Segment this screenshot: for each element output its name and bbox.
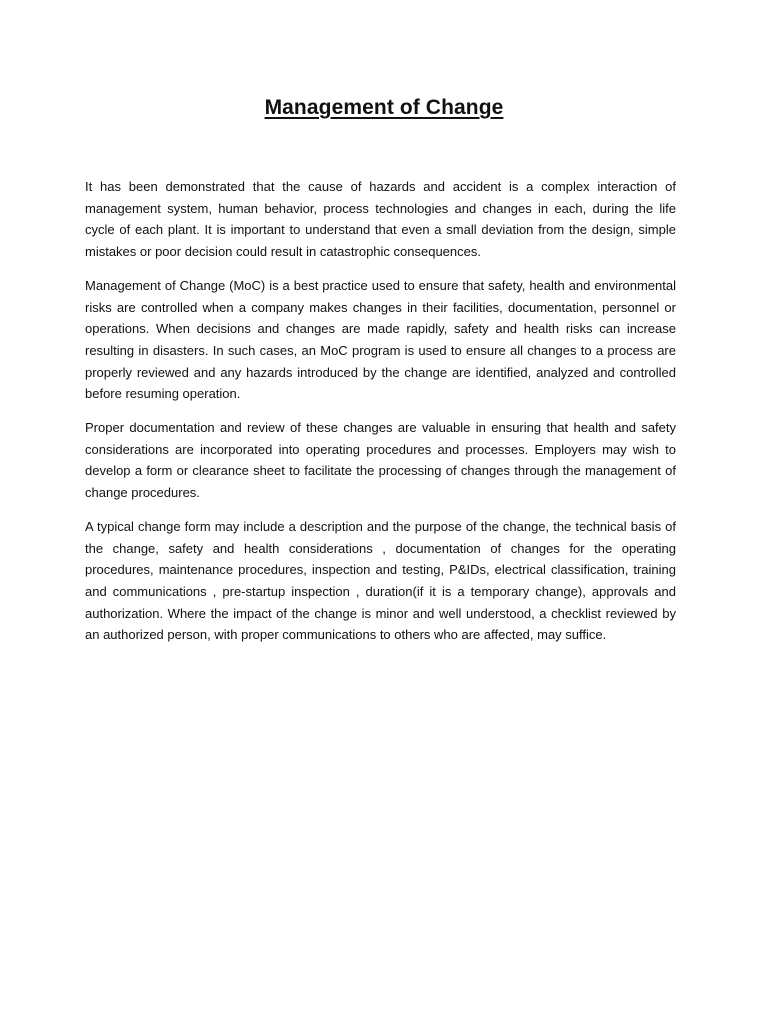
paragraph-3: Proper documentation and review of these changes are valuable in ensuring that health and safety considerations are incorporated into operating procedures and processes. Employers may wish to develop a form or clearance sheet to facilitate the processing of changes through the management of change procedures. — [85, 420, 676, 501]
paragraph-2: Management of Change (MoC) is a best practice used to ensure that safety, health and environmental risks are controlled when a company makes changes in their facilities, documentation, personnel or operations. When decisions and changes are made rapidly, safety and health risks can increase resulting in disasters. In such cases, an MoC program is used to ensure all changes to a process are properly reviewed and any hazards introduced by the change are identified, analyzed and controlled before resuming operation. — [85, 277, 676, 402]
paragraph-4: A typical change form may include a description and the purpose of the change, the technical basis of the change, safety and health considerations , documentation of changes for the operating procedures, maintenance procedures, inspection and testing, P&IDs, electrical classification, training and communications , pre-startup inspection , duration(if it is a temporary change), approvals and authorization. Where the impact of the change is minor and well understood, a checklist reviewed by an authorized person, with proper communications to others who are affected, may suffice. — [85, 518, 676, 643]
document-body — [85, 176, 676, 658]
paragraph-1: It has been demonstrated that the cause of hazards and accident is a complex interaction of management system, human behavior, process technologies and changes in each, during the life cycle of each plant. It is important to understand that even a small deviation from the design, simple mistakes or poor decision could result in catastrophic consequences. — [85, 179, 676, 260]
document-title: Management of Change — [264, 96, 504, 119]
